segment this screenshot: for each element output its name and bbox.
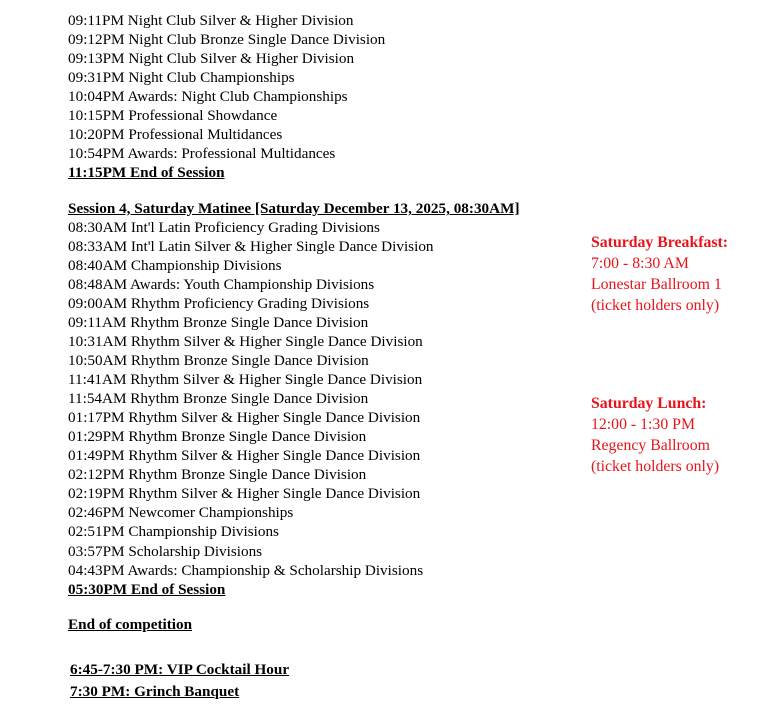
- breakfast-title: Saturday Breakfast:: [591, 234, 729, 251]
- schedule-item: 09:00AM Rhythm Proficiency Grading Divisions: [68, 295, 370, 312]
- schedule-item: 10:54PM Awards: Professional Multidances: [68, 145, 336, 162]
- schedule-item: 02:46PM Newcomer Championships: [68, 504, 294, 521]
- schedule-item: 08:48AM Awards: Youth Championship Divisions: [68, 276, 375, 293]
- lunch-ticket-note: (ticket holders only): [591, 458, 720, 475]
- schedule-item: 09:11AM Rhythm Bronze Single Dance Division: [68, 314, 369, 331]
- lunch-time: 12:00 - 1:30 PM: [591, 416, 696, 433]
- schedule-item: 03:57PM Scholarship Divisions: [68, 543, 263, 560]
- schedule-item: 02:12PM Rhythm Bronze Single Dance Division: [68, 466, 367, 483]
- lunch-note: [591, 393, 719, 477]
- schedule-item: 09:12PM Night Club Bronze Single Dance Division: [68, 31, 386, 48]
- lunch-title: Saturday Lunch:: [591, 395, 707, 412]
- session-end: 05:30PM End of Session: [68, 581, 226, 598]
- schedule-item: 09:31PM Night Club Championships: [68, 69, 295, 86]
- session-end: 11:15PM End of Session: [68, 164, 225, 181]
- breakfast-ticket-note: (ticket holders only): [591, 297, 720, 314]
- lunch-location: Regency Ballroom: [591, 437, 710, 454]
- schedule-item: 08:33AM Int'l Latin Silver & Higher Single Dance Division: [68, 238, 434, 255]
- end-of-competition: End of competition: [68, 616, 193, 633]
- schedule-item: 10:15PM Professional Showdance: [68, 107, 278, 124]
- schedule-item: 10:50AM Rhythm Bronze Single Dance Division: [68, 352, 369, 369]
- vip-cocktail-hour: 6:45-7:30 PM: VIP Cocktail Hour: [70, 661, 290, 678]
- schedule-item: 10:31AM Rhythm Silver & Higher Single Dance Division: [68, 333, 423, 350]
- schedule-item: 10:20PM Professional Multidances: [68, 126, 283, 143]
- schedule-item: 08:30AM Int'l Latin Proficiency Grading Divisions: [68, 219, 380, 236]
- schedule-item: 09:13PM Night Club Silver & Higher Division: [68, 50, 355, 67]
- schedule-item: 10:04PM Awards: Night Club Championships: [68, 88, 348, 105]
- schedule-item: 11:41AM Rhythm Silver & Higher Single Dance Division: [68, 371, 423, 388]
- grinch-banquet: 7:30 PM: Grinch Banquet: [70, 683, 240, 700]
- schedule-item: 02:51PM Championship Divisions: [68, 523, 279, 540]
- session-header: Session 4, Saturday Matinee [Saturday December 13, 2025, 08:30AM]: [68, 200, 520, 217]
- schedule-item: 02:19PM Rhythm Silver & Higher Single Dance Division: [68, 485, 421, 502]
- schedule-item: 09:11PM Night Club Silver & Higher Division: [68, 12, 354, 29]
- breakfast-time: 7:00 - 8:30 AM: [591, 255, 689, 272]
- schedule-item: 04:43PM Awards: Championship & Scholarship Divisions: [68, 562, 424, 579]
- schedule-item: 11:54AM Rhythm Bronze Single Dance Division: [68, 390, 369, 407]
- schedule-item: 08:40AM Championship Divisions: [68, 257, 282, 274]
- breakfast-note: [591, 232, 728, 316]
- schedule-item: 01:29PM Rhythm Bronze Single Dance Division: [68, 428, 367, 445]
- breakfast-location: Lonestar Ballroom 1: [591, 276, 722, 293]
- schedule-item: 01:17PM Rhythm Silver & Higher Single Dance Division: [68, 409, 421, 426]
- schedule-item: 01:49PM Rhythm Silver & Higher Single Dance Division: [68, 447, 421, 464]
